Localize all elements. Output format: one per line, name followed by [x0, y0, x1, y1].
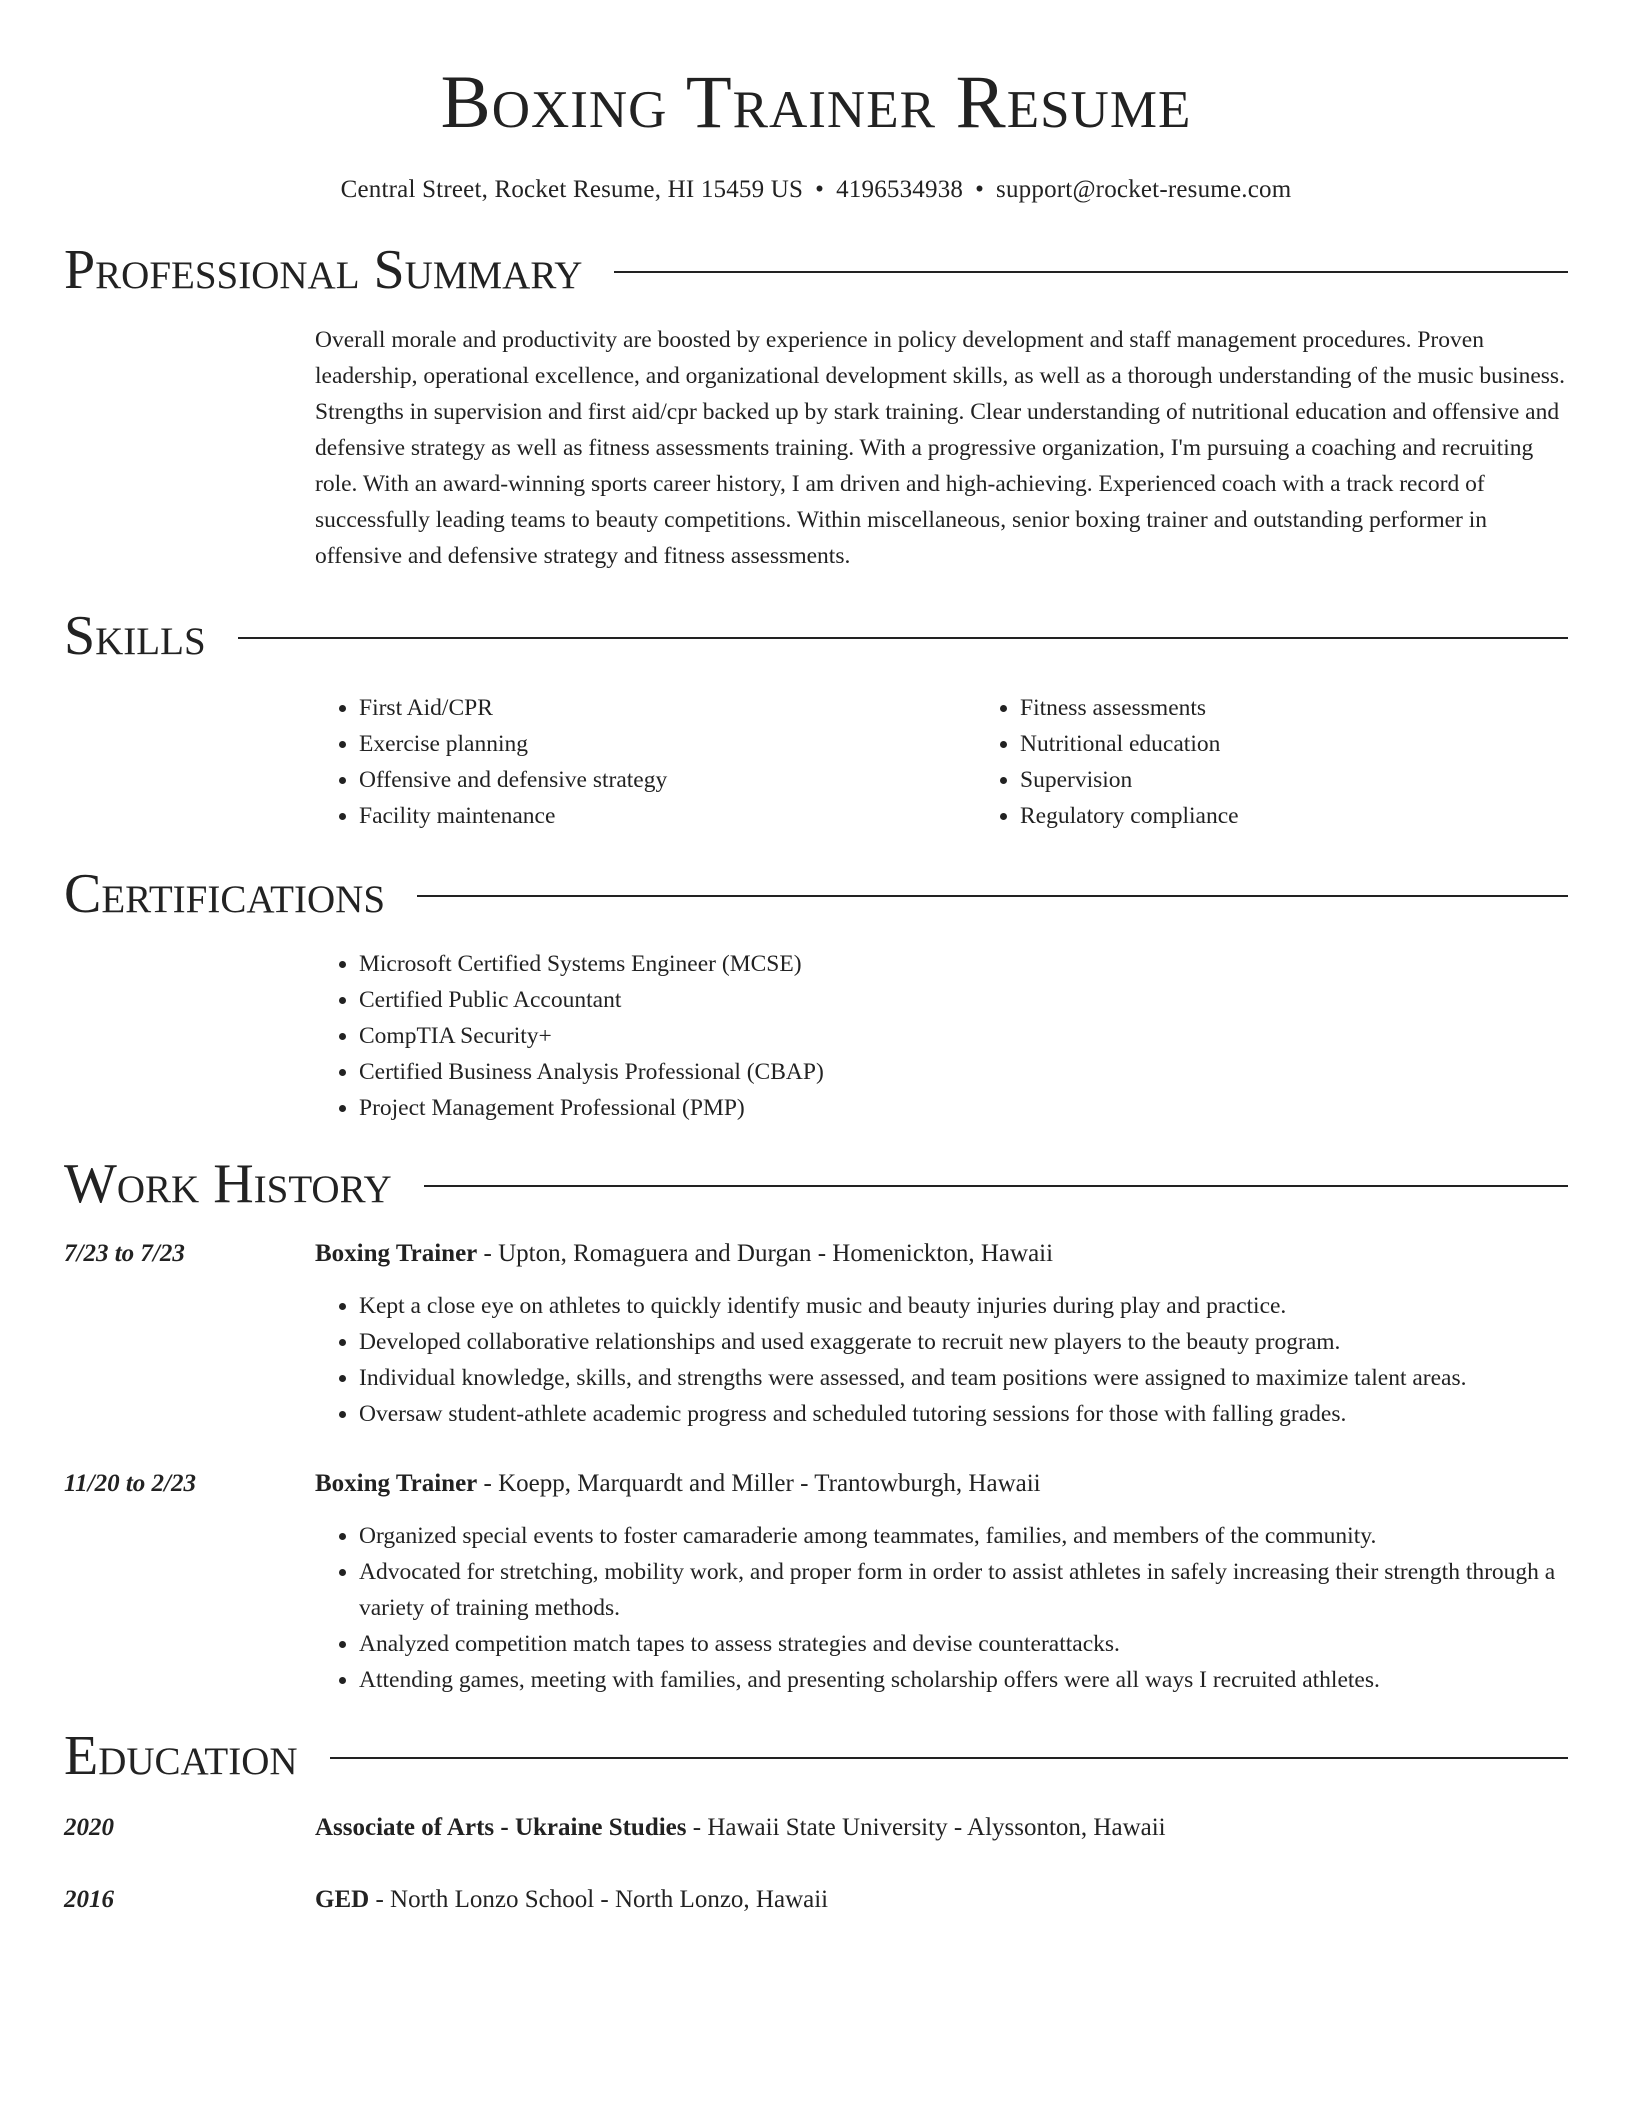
education-entry [64, 1810, 1568, 1846]
skills-column-left [315, 690, 976, 834]
contact-line [64, 174, 1568, 206]
section-divider [424, 1185, 1568, 1187]
job-title: Boxing Trainer [315, 1240, 478, 1267]
summary-text: Overall morale and productivity are boosted by experience in policy development and staff management procedures. Proven leadership, operational excellence, and organizational development skills, as well as a thorough understanding of the music business. Strengths in supervision and first aid/cpr backed up by stark training. Clear understanding of nutritional education and offensive and defensive strategy as well as fitness assessments training. With a progressive organization, I'm pursuing a coaching and recruiting role. With an award-winning sports career history, I am driven and high-achieving. Experienced coach with a track record of successfully leading teams to beauty competitions. Within miscellaneous, senior boxing trainer and outstanding performer in offensive and defensive strategy and fitness assessments. [315, 327, 1565, 569]
skill-item: • Offensive and defensive strategy [359, 762, 976, 798]
job-heading [315, 1466, 1041, 1502]
job-bullet: • Organized special events to foster camaraderie among teammates, families, and members of the community. [359, 1518, 1568, 1554]
work-section-header [64, 1152, 1568, 1216]
skill-item: • Regulatory compliance [1020, 798, 1632, 834]
certification-item: • Certified Public Accountant [359, 982, 1568, 1018]
resume-page [64, 0, 1568, 1918]
job-bullets [315, 1288, 1568, 1432]
certifications-heading: Certifications [64, 863, 386, 925]
certification-item: • Certified Business Analysis Professional (CBAP) [359, 1054, 1568, 1090]
contact-phone: 4196534938 [836, 176, 964, 203]
resume-title: Boxing Trainer Resume [440, 61, 1192, 144]
contact-separator: • [975, 176, 985, 203]
job-bullet: • Analyzed competition match tapes to assess strategies and devise counterattacks. [359, 1626, 1568, 1662]
education-year: 2016 [64, 1886, 114, 1913]
section-divider [417, 895, 1568, 897]
certifications-section-header [64, 862, 1568, 926]
education-section-header [64, 1724, 1568, 1788]
job-bullet: • Individual knowledge, skills, and strengths were assessed, and team positions were assigned to maximize talent areas. [359, 1360, 1568, 1396]
contact-email: support@rocket-resume.com [996, 176, 1292, 203]
summary-heading: Professional Summary [64, 239, 583, 301]
certification-item: • CompTIA Security+ [359, 1018, 1568, 1054]
job-entry [64, 1466, 1568, 1698]
skill-item: • Facility maintenance [359, 798, 976, 834]
job-bullet: • Developed collaborative relationships and used exaggerate to recruit new players to the beauty program. [359, 1324, 1568, 1360]
summary-section-header [64, 238, 1568, 302]
job-dates: 7/23 to 7/23 [64, 1240, 185, 1267]
job-entry [64, 1236, 1568, 1432]
skill-item: • Supervision [1020, 762, 1632, 798]
job-bullet: • Attending games, meeting with families, and presenting scholarship offers were all ways I recruited athletes. [359, 1662, 1568, 1698]
skill-item: • First Aid/CPR [359, 690, 976, 726]
education-year: 2020 [64, 1814, 114, 1841]
contact-address: Central Street, Rocket Resume, HI 15459 US [340, 176, 804, 203]
job-bullet: • Advocated for stretching, mobility work, and proper form in order to assist athletes in safely increasing their strength through a variety of training methods. [359, 1554, 1568, 1626]
education-degree: Associate of Arts - Ukraine Studies [315, 1814, 687, 1841]
education-entry [64, 1882, 1568, 1918]
education-school: - Hawaii State University - Alyssonton, Hawaii [686, 1814, 1166, 1841]
skill-item: • Nutritional education [1020, 726, 1632, 762]
job-bullet: • Oversaw student-athlete academic progress and scheduled tutoring sessions for those with falling grades. [359, 1396, 1568, 1432]
job-title: Boxing Trainer [315, 1470, 478, 1497]
work-heading: Work History [64, 1153, 392, 1215]
certification-item: • Microsoft Certified Systems Engineer (MCSE) [359, 946, 1568, 982]
job-employer: - Upton, Romaguera and Durgan - Homenickton, Hawaii [477, 1240, 1054, 1267]
skills-list [315, 690, 1568, 834]
education-heading: Education [64, 1725, 298, 1787]
skills-heading: Skills [64, 605, 206, 667]
education-degree: GED [315, 1886, 370, 1913]
skill-item: • Exercise planning [359, 726, 976, 762]
section-divider [614, 271, 1568, 273]
job-bullets [315, 1518, 1568, 1698]
job-employer: - Koepp, Marquardt and Miller - Trantowburgh, Hawaii [477, 1470, 1041, 1497]
education-heading-line [315, 1882, 828, 1918]
contact-separator: • [815, 176, 825, 203]
skills-section-header [64, 604, 1568, 668]
job-heading [315, 1236, 1053, 1272]
section-divider [330, 1757, 1568, 1759]
certification-item: • Project Management Professional (PMP) [359, 1090, 1568, 1126]
job-bullet: • Kept a close eye on athletes to quickly identify music and beauty injuries during play and practice. [359, 1288, 1568, 1324]
skill-item: • Fitness assessments [1020, 690, 1632, 726]
education-heading-line [315, 1810, 1166, 1846]
job-dates: 11/20 to 2/23 [64, 1470, 196, 1497]
skills-column-right [976, 690, 1632, 834]
certifications-list [315, 946, 1568, 1126]
section-divider [238, 637, 1568, 639]
education-school: - North Lonzo School - North Lonzo, Hawaii [369, 1886, 829, 1913]
